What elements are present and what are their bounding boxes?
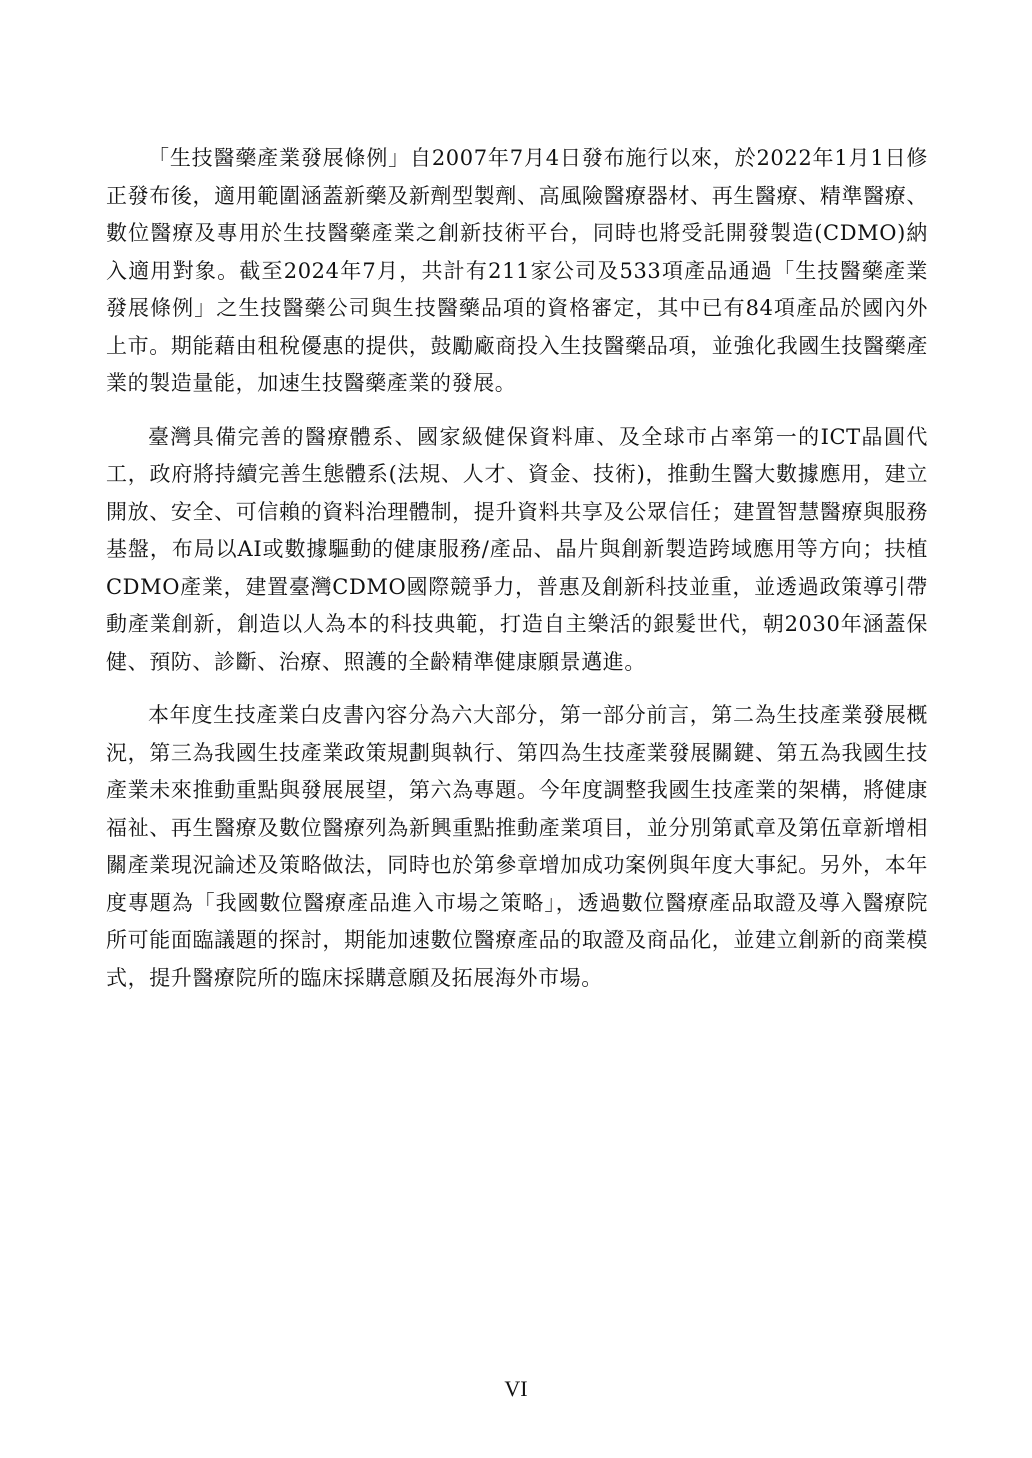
paragraph-1: 「生技醫藥產業發展條例」自2007年7月4日發布施行以來，於2022年1月1日修正發布後，適用範圍涵蓋新藥及新劑型製劑、高風險醫療器材、再生醫療、精準醫療、數位醫療及專用於生技醫藥產業之創新技術平台，同時也將受託開發製造(CDMO)納入適用對象。截至2024年7月，共計有211家公司及533項產品通過「生技醫藥產業發展條例」之生技醫藥公司與生技醫藥品項的資格審定，其中已有84項產品於國內外上市。期能藉由租稅優惠的提供，鼓勵廠商投入生技醫藥品項，並強化我國生技醫藥產業的製造量能，加速生技醫藥產業的發展。	[106, 146, 928, 395]
paragraph-3: 本年度生技產業白皮書內容分為六大部分，第一部分前言，第二為生技產業發展概況，第三為我國生技產業政策規劃與執行、第四為生技產業發展關鍵、第五為我國生技產業未來推動重點與發展展望，第六為專題。今年度調整我國生技產業的架構，將健康福祉、再生醫療及數位醫療列為新興重點推動產業項目，並分別第貳章及第伍章新增相關產業現況論述及策略做法，同時也於第參章增加成功案例與年度大事紀。另外，本年度專題為「我國數位醫療產品進入市場之策略」，透過數位醫療產品取證及導入醫療院所可能面臨議題的探討，期能加速數位醫療產品的取證及商品化，並建立創新的商業模式，提升醫療院所的臨床採購意願及拓展海外市場。	[106, 703, 928, 990]
page-number: VI	[504, 1376, 528, 1401]
document-body	[106, 140, 928, 1013]
paragraph-2: 臺灣具備完善的醫療體系、國家級健保資料庫、及全球市占率第一的ICT晶圓代工，政府將持續完善生態體系(法規、人才、資金、技術)，推動生醫大數據應用，建立開放、安全、可信賴的資料治理體制，提升資料共享及公眾信任；建置智慧醫療與服務基盤，布局以AI或數據驅動的健康服務/產品、晶片與創新製造跨域應用等方向；扶植CDMO產業，建置臺灣CDMO國際競爭力，普惠及創新科技並重，並透過政策導引帶動產業創新，創造以人為本的科技典範，打造自主樂活的銀髮世代，朝2030年涵蓋保健、預防、診斷、治療、照護的全齡精準健康願景邁進。	[106, 424, 928, 674]
